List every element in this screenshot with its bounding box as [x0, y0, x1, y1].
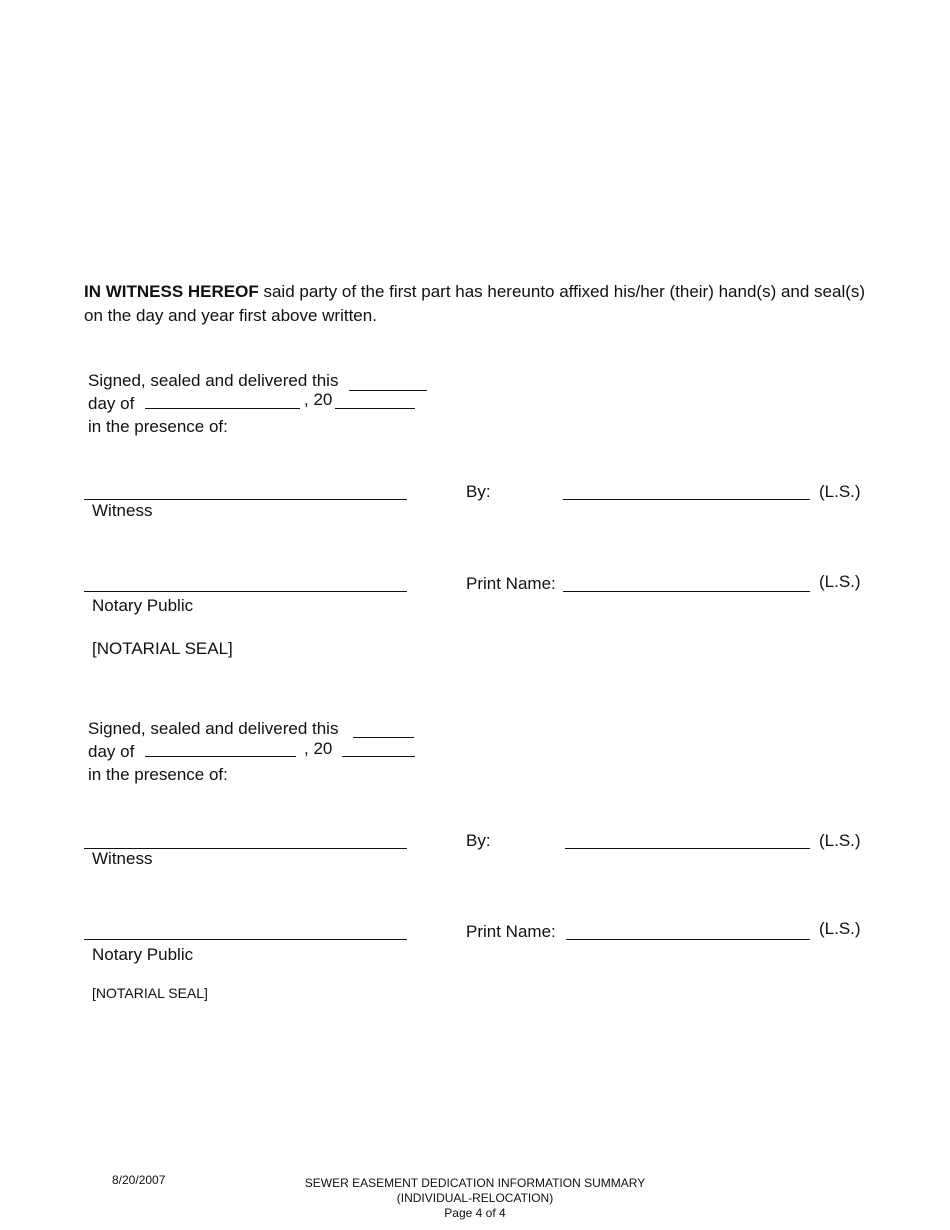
signed-sealed-label-2: Signed, sealed and delivered this [88, 719, 339, 738]
witness-signature-line-1[interactable] [84, 499, 407, 500]
signed-day-line-1[interactable] [349, 390, 427, 391]
ls-label-1a: (L.S.) [819, 482, 861, 501]
print-name-label-1: Print Name: [466, 574, 556, 593]
notarial-seal-2: [NOTARIAL SEAL] [92, 985, 208, 1001]
by-label-1: By: [466, 482, 491, 501]
witness-clause [84, 280, 874, 328]
notary-signature-line-1[interactable] [84, 591, 407, 592]
footer-page-number: Page 4 of 4 [444, 1206, 506, 1220]
witness-clause-text: said party of the first part has hereunto affixed his/her (their) hand(s) and seal(s) on the day and year first above written. [84, 282, 866, 325]
month-line-2[interactable] [145, 756, 296, 757]
presence-label-2: in the presence of: [88, 765, 228, 784]
presence-label-1: in the presence of: [88, 417, 228, 436]
witness-clause-heading: IN WITNESS HEREOF [84, 282, 259, 301]
ls-label-2b: (L.S.) [819, 919, 861, 938]
witness-label-2: Witness [92, 849, 153, 868]
by-label-2: By: [466, 831, 491, 850]
notary-label-2: Notary Public [92, 945, 194, 964]
year-prefix-1: , 20 [304, 390, 333, 409]
notary-label-1: Notary Public [92, 596, 194, 615]
by-signature-line-2[interactable] [565, 848, 810, 849]
year-line-2[interactable] [342, 756, 415, 757]
footer-date: 8/20/2007 [112, 1173, 166, 1187]
ls-label-1b: (L.S.) [819, 572, 861, 591]
footer-title: SEWER EASEMENT DEDICATION INFORMATION SUMMARY [304, 1176, 646, 1190]
year-prefix-2: , 20 [304, 739, 333, 758]
witness-label-1: Witness [92, 501, 153, 520]
print-name-line-2[interactable] [566, 939, 810, 940]
ls-label-2a: (L.S.) [819, 831, 861, 850]
print-name-label-2: Print Name: [466, 922, 556, 941]
footer-subtitle: (INDIVIDUAL-RELOCATION) [396, 1191, 554, 1205]
year-line-1[interactable] [335, 408, 415, 409]
day-of-label-2: day of [88, 742, 135, 761]
print-name-line-1[interactable] [563, 591, 810, 592]
month-line-1[interactable] [145, 408, 300, 409]
signed-day-line-2[interactable] [353, 737, 414, 738]
by-signature-line-1[interactable] [563, 499, 810, 500]
notarial-seal-1: [NOTARIAL SEAL] [92, 639, 233, 658]
notary-signature-line-2[interactable] [84, 939, 407, 940]
signed-sealed-label-1: Signed, sealed and delivered this [88, 371, 339, 390]
day-of-label-1: day of [88, 394, 135, 413]
